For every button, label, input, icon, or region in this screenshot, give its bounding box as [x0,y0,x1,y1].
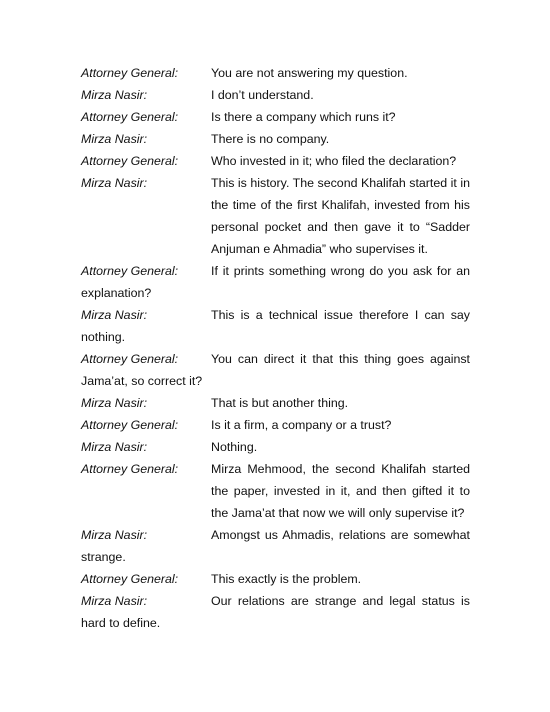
transcript-entry [81,106,470,128]
speaker-label: Attorney General: [81,110,179,124]
statement-text: I don’t understand. [211,88,314,102]
statement-text: Is it a firm, a company or a trust? [211,418,392,432]
speaker-label: Attorney General: [81,264,179,278]
speaker-label: Attorney General: [81,418,179,432]
statement-text: Who invested in it; who filed the declaration? [211,154,457,168]
speaker-label: Mirza Nasir: [81,308,148,322]
transcript-entry [81,392,470,414]
transcript-entry [81,84,470,106]
statement-text: There is no company. [211,132,330,146]
speaker-label: Mirza Nasir: [81,132,148,146]
statement-text: Is there a company which runs it? [211,110,396,124]
speaker-label: Mirza Nasir: [81,594,148,608]
speaker-label: Mirza Nasir: [81,440,148,454]
statement-text: This exactly is the problem. [211,572,362,586]
statement-text: This is a technical issue therefore I can say nothing. [81,308,470,344]
statement-text: If it prints something wrong do you ask for an explanation? [81,264,470,300]
transcript-entry [81,260,470,304]
speaker-label: Attorney General: [81,154,179,168]
transcript-entry [81,150,470,172]
statement-text: Our relations are strange and legal status is hard to define. [81,594,470,630]
speaker-label: Mirza Nasir: [81,88,148,102]
speaker-label: Attorney General: [81,66,179,80]
transcript-entry [81,348,470,392]
statement-text: Amongst us Ahmadis, relations are somewhat strange. [81,528,470,564]
statement-text: You can direct it that this thing goes against Jama’at, so correct it? [81,352,470,388]
transcript-entry [81,304,470,348]
speaker-label: Mirza Nasir: [81,396,148,410]
transcript-entry [81,172,470,260]
statement-text: You are not answering my question. [211,66,408,80]
transcript [81,62,470,634]
statement-text: That is but another thing. [211,396,349,410]
transcript-entry [81,128,470,150]
speaker-label: Mirza Nasir: [81,528,148,542]
speaker-label: Attorney General: [81,352,179,366]
statement-text: Mirza Mehmood, the second Khalifah started the paper, invested in it, and then gifted it to the Jama’at that now we will only supervise it? [211,462,470,520]
transcript-entry [81,458,470,524]
transcript-entry [81,524,470,568]
statement-text: This is history. The second Khalifah started it in the time of the first Khalifah, invested from his personal pocket and then gave it to “Sadder Anjuman e Ahmadia” who supervises it. [211,176,470,256]
speaker-label: Mirza Nasir: [81,176,148,190]
speaker-label: Attorney General: [81,572,179,586]
statement-text: Nothing. [211,440,258,454]
transcript-entry [81,590,470,634]
transcript-entry [81,568,470,590]
transcript-entry [81,436,470,458]
transcript-entry [81,62,470,84]
transcript-entry [81,414,470,436]
speaker-label: Attorney General: [81,462,179,476]
